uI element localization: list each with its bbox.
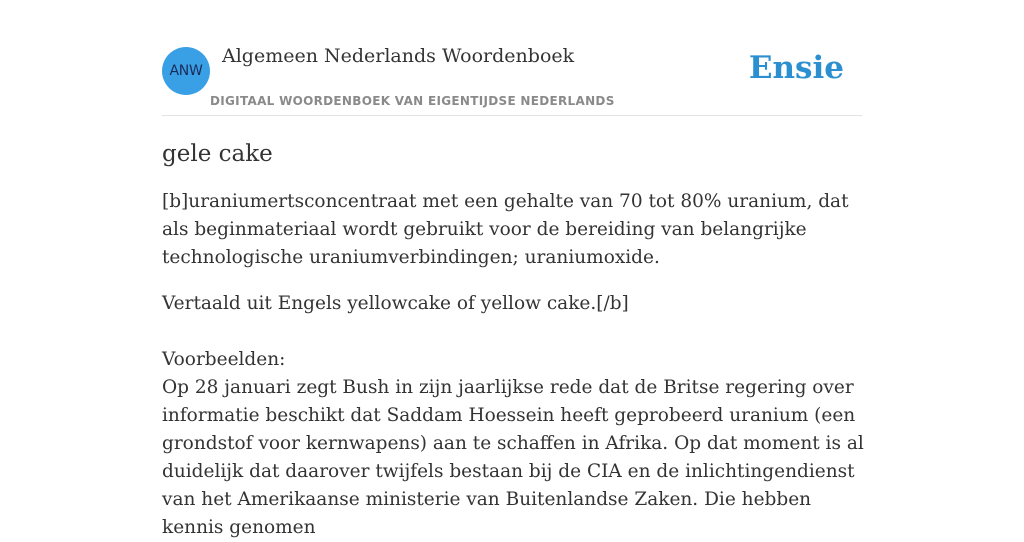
site-title[interactable]: Algemeen Nederlands Woordenboek — [222, 45, 575, 67]
entry-content — [162, 138, 868, 542]
ensie-brand-logo[interactable]: Ensie — [748, 50, 844, 86]
site-subtitle: DIGITAAL WOORDENBOEK VAN EIGENTIJDSE NEDERLANDS — [210, 94, 615, 108]
anw-logo[interactable]: ANW — [162, 47, 210, 95]
site-header — [162, 38, 862, 116]
example-text: Op 28 januari zegt Bush in zijn jaarlijkse rede dat de Britse regering over informatie beschikt dat Saddam Hoessein heeft geprobeerd uranium (een grondstof voor kernwapens) aan te schaffen in Afrika. Op dat moment is al duidelijk dat daarover twijfels bestaan bij de CIA en de inlichtingendienst van het Amerikaanse ministerie van Buitenlandse Zaken. Die hebben kennis genomen — [162, 377, 864, 538]
entry-definition: [b]uraniumertsconcentraat met een gehalte van 70 tot 80% uranium, dat als beginmateriaal wordt gebruikt voor de bereiding van belangrijke technologische uraniumverbindingen; uraniumoxide. — [162, 191, 849, 268]
entry-title: gele cake — [162, 141, 273, 167]
examples-heading: Voorbeelden: — [162, 349, 286, 370]
entry-etymology: Vertaald uit Engels yellowcake of yellow cake.[/b] — [162, 293, 629, 314]
